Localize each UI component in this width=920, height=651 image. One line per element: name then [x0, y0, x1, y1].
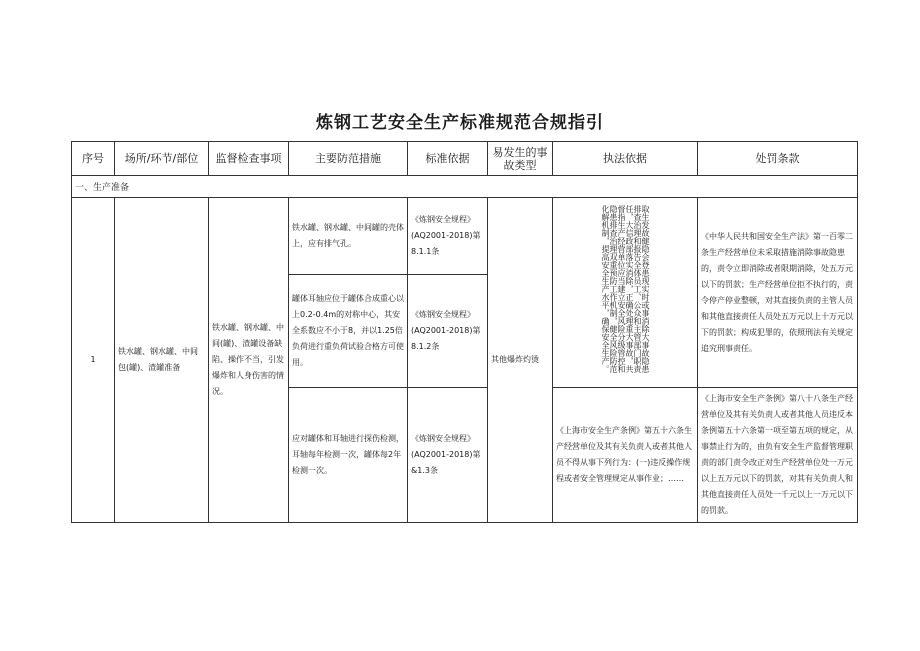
penalty-cell-2: 《上海市安全生产条例》第八十八条生产经营单位及其有关负责人或者其他人员违反本条例第五十六条第一项至第五项的规定，从事禁止行为的，由负有安全生产监督管理职责的部门责令改正对生产经营单位处一万元以上五万元以下的罚款，对其有关负责人和其他直接责任人员处一千元以上一万元以下的罚款。: [698, 388, 858, 523]
header-place: 场所/环节/部位: [115, 142, 209, 176]
standard-1: 《炼钢安全规程》(AQ2001-2018)第8.1.1条: [408, 198, 488, 275]
accident-cell: 其他爆炸灼烫: [488, 198, 553, 523]
law-cell-2: 《上海市安全生产条例》第五十六条生产经营单位及其有关负责人或者其他人员不得从事下列行为：(一)违反操作规程或者安全管理规定从事作业；……: [553, 388, 698, 523]
compliance-table: [71, 141, 858, 523]
item-cell: 铁水罐、钢水罐、中间(罐)、渣罐设备缺陷、操作不当，引发爆炸和人身伤害的情况。: [209, 198, 289, 523]
section-label: 一、生产准备: [72, 176, 858, 198]
table-row: [72, 198, 858, 275]
header-no: 序号: [72, 142, 115, 176]
page-title: 炼钢工艺安全生产标准规范合规指引: [316, 113, 604, 133]
measure-2: 罐体耳轴应位于罐体合成重心以上0.2-0.4m的对称中心，其安全系数应不小于8，并以1.25倍负荷进行重负荷试验合格方可使用。: [289, 275, 408, 388]
law-cell-1: [553, 198, 698, 388]
header-standard: 标准依据: [408, 142, 488, 176]
section-row: [72, 176, 858, 198]
header-penalty: 处罚条款: [698, 142, 858, 176]
header-measures: 主要防范措施: [289, 142, 408, 176]
standard-3: 《炼钢安全规程》(AQ2001-2018)第&1.3条: [408, 388, 488, 523]
place-cell: 铁水罐、钢水罐、中间包(罐)、渣罐准备: [115, 198, 209, 523]
row-number: 1: [72, 198, 115, 523]
standard-2: 《炼钢安全规程》(AQ2001-2018)第8.1.2条: [408, 275, 488, 388]
measure-3: 应对罐体和耳轴进行探伤检测，耳轴每年检测一次，罐体每2年检测一次。: [289, 388, 408, 523]
measure-1: 铁水罐、钢水罐、中间罐的壳体上，应有排气孔。: [289, 198, 408, 275]
law-text-1: 取生发故健隐会登患现实时或事消除大事故隐患排查治理和报告全体员工、公众和主管部门职责任，大信政部落实消除，正确处理重大事故，共督指生产经营单位应当建立安全风险分级管控和隐患排查治理双重预防工作机制，健全风险防范化解机制，提高安全生产水平，确保安全生产。: [601, 204, 650, 373]
header-row: [72, 142, 858, 176]
header-accident: 易发生的事故类型: [488, 142, 553, 176]
header-item: 监督检查事项: [209, 142, 289, 176]
penalty-cell-1: 《中华人民共和国安全生产法》第一百零二条生产经营单位未采取措施消除事故隐患的，责令立即消除或者限期消除，处五万元以下的罚款；生产经营单位拒不执行的，责令停产停业整顿，对其直接负责的主管人员和其他直接责任人员处五万元以上十万元以下的罚款；构成犯罪的，依照刑法有关规定追究刑事责任。: [698, 198, 858, 388]
header-law: 执法依据: [553, 142, 698, 176]
